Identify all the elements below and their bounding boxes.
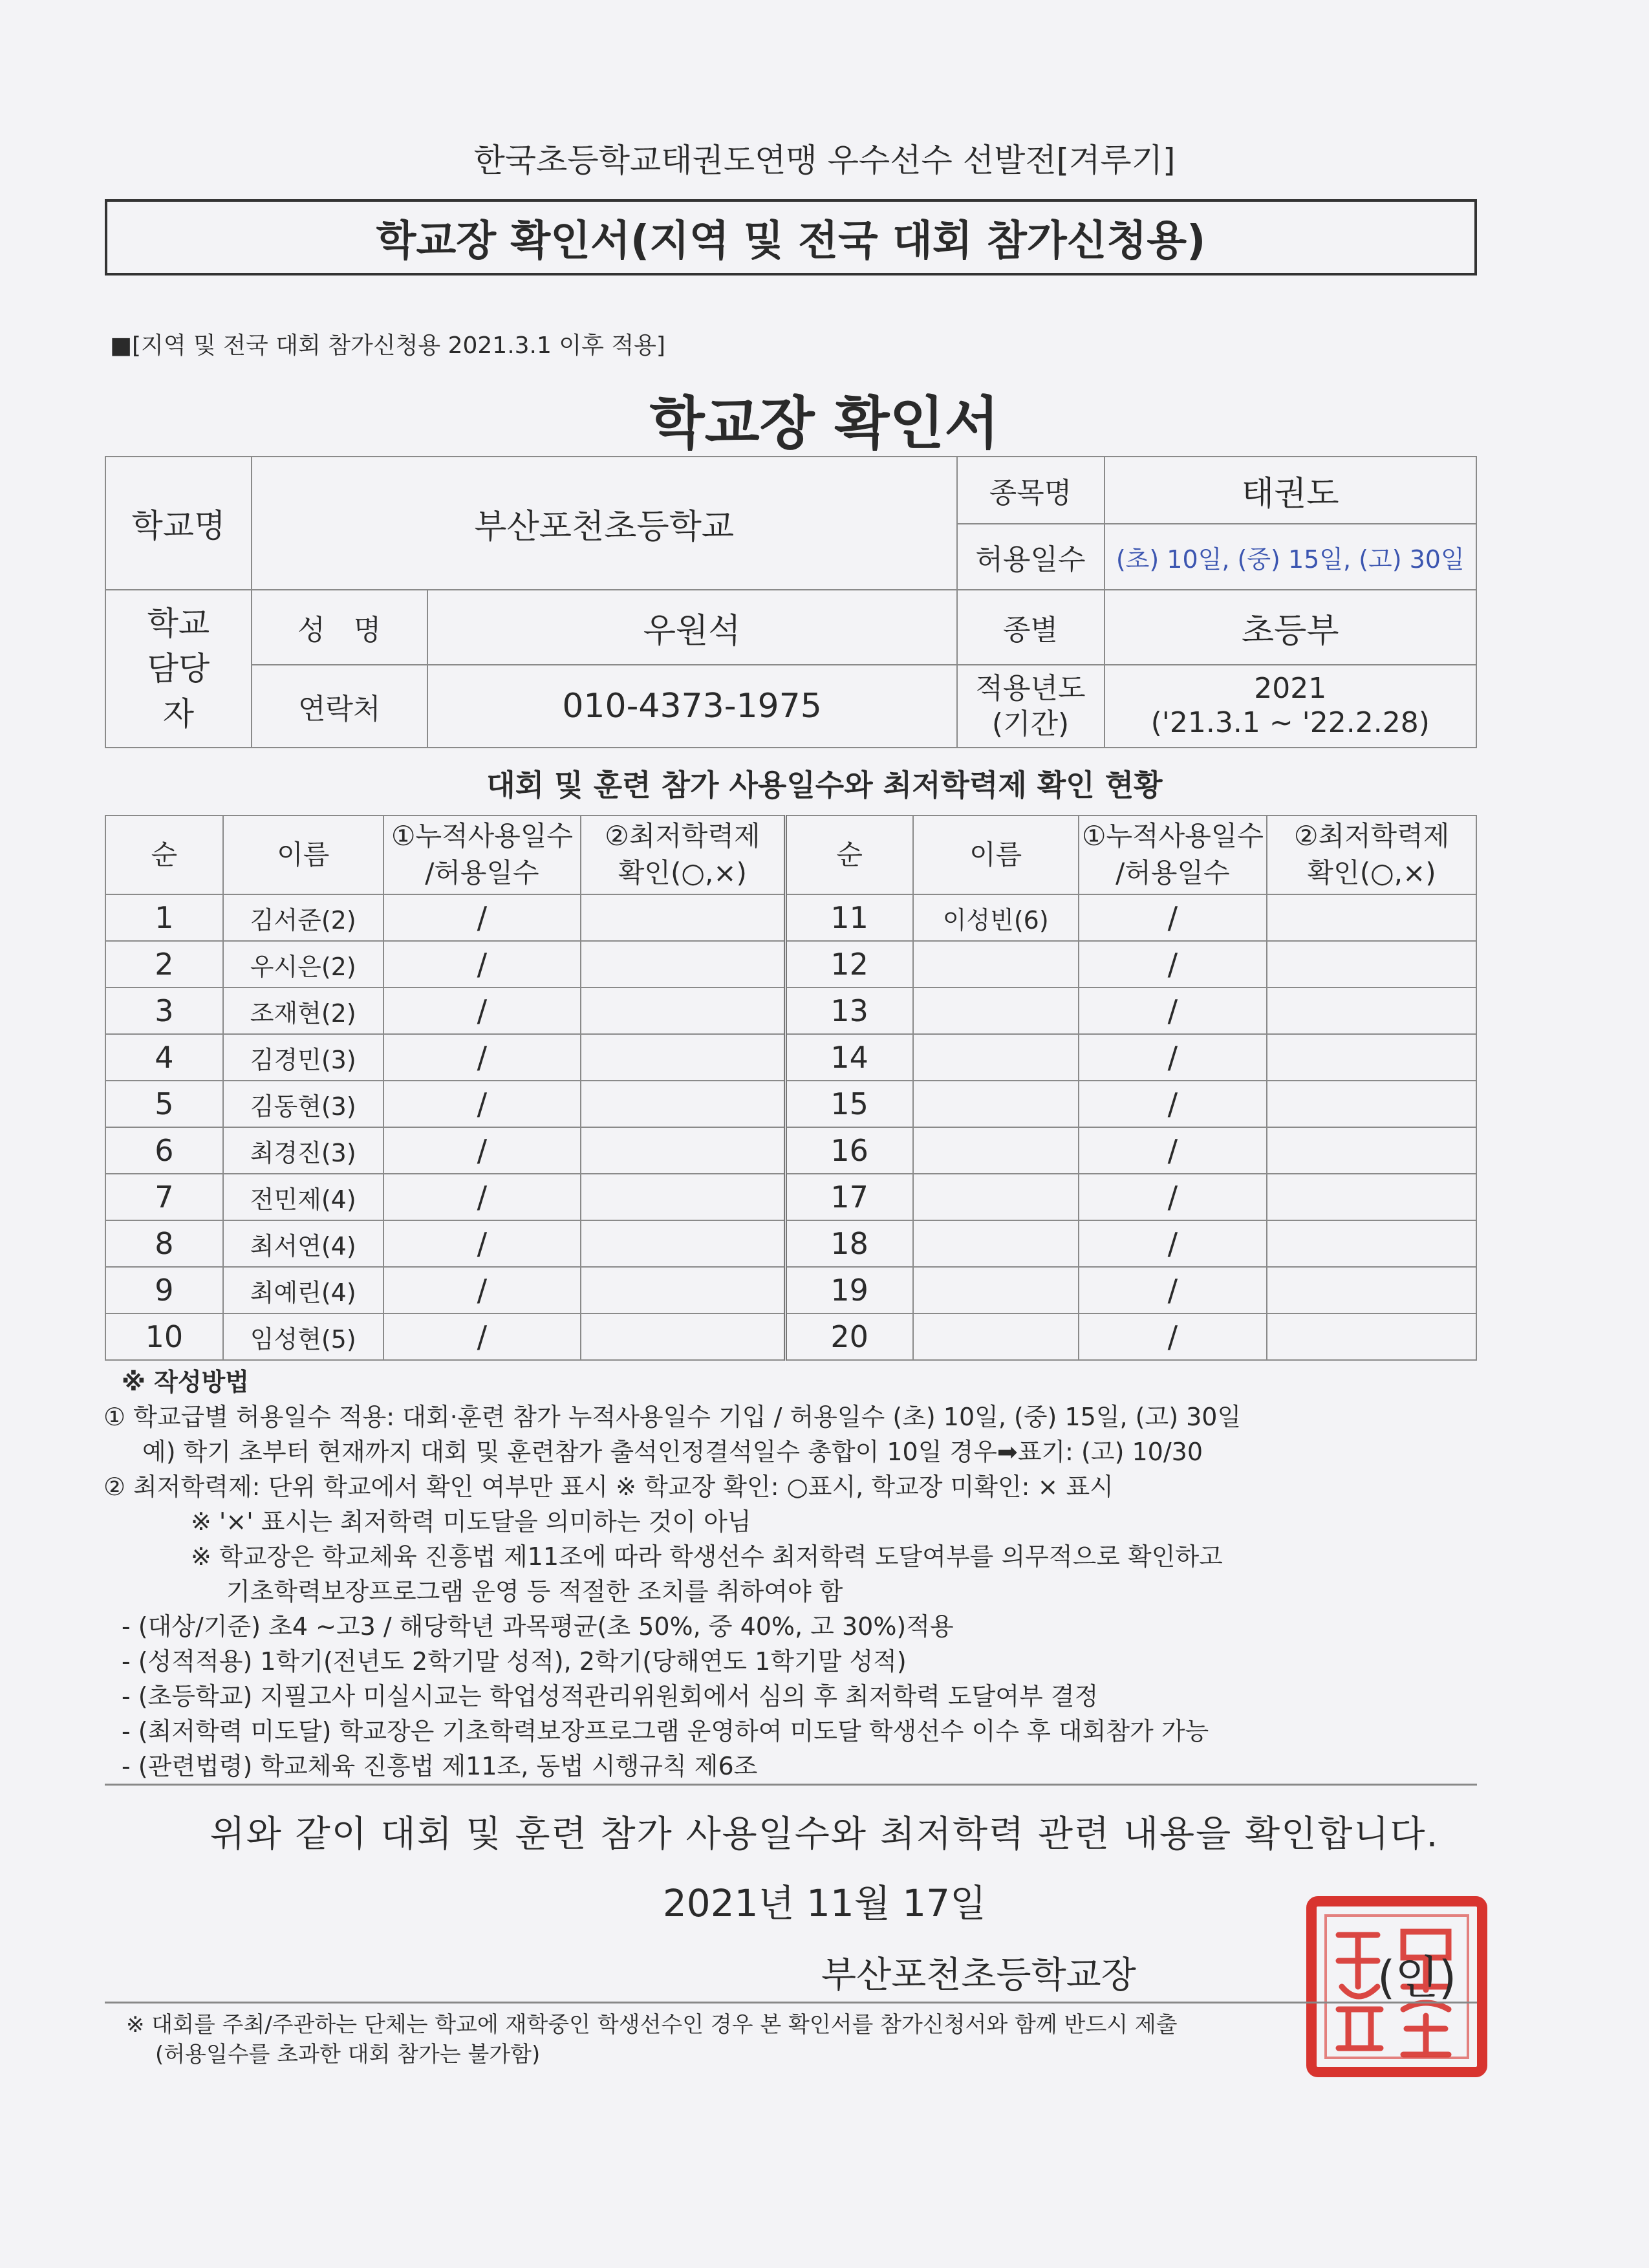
method-line-3: ② 최저학력제: 단위 학교에서 확인 여부만 표시 ※ 학교장 확인: ○표시, 학교장 미확인: × 표시 (103, 1473, 1114, 1501)
row-no: 1 (105, 894, 223, 941)
table-row (105, 1081, 1476, 1127)
row-days: / (1079, 1081, 1267, 1127)
table-row (105, 894, 1476, 941)
table-row (105, 1313, 1476, 1360)
header-check-right (1267, 815, 1476, 894)
phone-label: 연락처 (252, 665, 427, 748)
application-note: ■[지역 및 전국 대회 참가신청용 2021.3.1 이후 적용] (110, 332, 665, 359)
row-days: / (1079, 941, 1267, 988)
row-check (581, 1267, 785, 1313)
row-no: 5 (105, 1081, 223, 1127)
table-row (105, 1220, 1476, 1267)
row-check (1267, 1267, 1476, 1313)
boxed-title: 학교장 확인서(지역 및 전국 대회 참가신청용) (105, 199, 1477, 275)
method-line-7: - (대상/기준) 초4 ~고3 / 해당학년 과목평균(초 50%, 중 40%, 고 30%)적용 (122, 1612, 954, 1641)
writing-method (103, 1365, 1526, 1784)
row-days: / (383, 941, 581, 988)
footnote (126, 2010, 1478, 2069)
header-check-line1: ②최저학력제 (605, 820, 760, 852)
year-label-text: 적용년도 (기간) (975, 672, 1086, 740)
header-days-line2: /허용일수 (425, 857, 539, 889)
row-name (913, 1313, 1079, 1360)
allowed-days-value: (초) 10일, (중) 15일, (고) 30일 (1105, 524, 1476, 590)
header-days (383, 815, 581, 894)
header-no-right: 순 (785, 815, 913, 894)
year-value (1105, 665, 1476, 748)
row-no: 11 (785, 894, 913, 941)
row-name (913, 1127, 1079, 1174)
method-line-10: - (최저학력 미도달) 학교장은 기초학력보장프로그램 운영하여 미도달 학생선수 이수 후 대회참가 가능 (122, 1717, 1209, 1745)
table-row (105, 1127, 1476, 1174)
divider (105, 2002, 1477, 2003)
row-name: 이성빈(6) (913, 894, 1079, 941)
category-value: 초등부 (1105, 590, 1476, 665)
row-check (1267, 1034, 1476, 1081)
row-name (913, 1034, 1079, 1081)
row-days: / (1079, 1174, 1267, 1220)
row-days: / (1079, 1267, 1267, 1313)
row-name: 김경민(3) (223, 1034, 383, 1081)
row-no: 15 (785, 1081, 913, 1127)
row-name (913, 1267, 1079, 1313)
row-days: / (383, 1174, 581, 1220)
year-period-text: ('21.3.1 ~ '22.2.28) (1150, 706, 1430, 739)
header-no: 순 (105, 815, 223, 894)
method-line-4: ※ '×' 표시는 최저학력 미도달을 의미하는 것이 아님 (191, 1507, 751, 1536)
row-no: 20 (785, 1313, 913, 1360)
principal-signature: 부산포천초등학교장 (821, 1954, 1136, 1996)
seal-mark: (인) (1377, 1951, 1457, 2004)
row-check (1267, 988, 1476, 1034)
contact-person-label (105, 590, 252, 748)
row-check (1267, 1174, 1476, 1220)
category-label: 종별 (957, 590, 1105, 665)
method-line-1: ① 학교급별 허용일수 적용: 대회·훈련 참가 누적사용일수 기입 / 허용일수 (초) 10일, (중) 15일, (고) 30일 (103, 1403, 1242, 1431)
header-check (581, 815, 785, 894)
event-label: 종목명 (957, 457, 1105, 524)
contact-person-label-text: 학교 담당자 (147, 605, 210, 733)
row-check (581, 1127, 785, 1174)
row-check (1267, 1220, 1476, 1267)
row-check (581, 988, 785, 1034)
row-name (913, 1220, 1079, 1267)
row-days: / (383, 1081, 581, 1127)
table-row (105, 941, 1476, 988)
row-no: 3 (105, 988, 223, 1034)
row-no: 18 (785, 1220, 913, 1267)
school-name-label: 학교명 (105, 457, 252, 590)
header-check-line2: 확인(○,×) (618, 857, 747, 889)
row-check (1267, 1081, 1476, 1127)
main-title: 학교장 확인서 (649, 390, 1000, 457)
footnote-line-1: ※ 대회를 주최/주관하는 단체는 학교에 재학중인 학생선수인 경우 본 확인서를 참가신청서와 함께 반드시 제출 (126, 2012, 1178, 2038)
row-name: 최예린(4) (223, 1267, 383, 1313)
phone-value: 010-4373-1975 (427, 665, 957, 748)
row-no: 8 (105, 1220, 223, 1267)
row-days: / (383, 894, 581, 941)
name-value: 우원석 (427, 590, 957, 665)
method-line-6: 기초학력보장프로그램 운영 등 적절한 조치를 취하여야 함 (226, 1577, 843, 1606)
table-row (105, 988, 1476, 1034)
header-days-line1: ①누적사용일수 (391, 820, 573, 852)
row-check (581, 1220, 785, 1267)
issue-date: 2021년 11월 17일 (662, 1881, 987, 1925)
row-check (581, 1081, 785, 1127)
row-check (1267, 941, 1476, 988)
row-no: 16 (785, 1127, 913, 1174)
row-check (581, 941, 785, 988)
header-check-right-line2: 확인(○,×) (1307, 857, 1436, 889)
method-line-8: - (성적적용) 1학기(전년도 2학기말 성적), 2학기(당해연도 1학기말 성적) (122, 1647, 907, 1676)
name-label: 성 명 (252, 590, 427, 665)
row-days: / (1079, 1034, 1267, 1081)
header-name: 이름 (223, 815, 383, 894)
confirmation-statement: 위와 같이 대회 및 훈련 참가 사용일수와 최저학력 관련 내용을 확인합니다. (210, 1813, 1439, 1855)
row-check (581, 1174, 785, 1220)
row-days: / (383, 1313, 581, 1360)
row-name: 최경진(3) (223, 1127, 383, 1174)
row-no: 7 (105, 1174, 223, 1220)
year-value-text: 2021 (1254, 672, 1327, 706)
table-row (105, 1174, 1476, 1220)
method-heading: ※ 작성방법 (122, 1368, 250, 1396)
row-no: 9 (105, 1267, 223, 1313)
divider (105, 1784, 1477, 1786)
row-days: / (383, 1220, 581, 1267)
method-line-5: ※ 학교장은 학교체육 진흥법 제11조에 따라 학생선수 최저학력 도달여부를 의무적으로 확인하고 (191, 1542, 1223, 1571)
row-no: 13 (785, 988, 913, 1034)
row-days: / (1079, 1220, 1267, 1267)
row-days: / (383, 1034, 581, 1081)
header-check-right-line1: ②최저학력제 (1293, 820, 1450, 852)
row-name (913, 1081, 1079, 1127)
participants-table (105, 815, 1477, 1361)
row-check (1267, 1313, 1476, 1360)
row-no: 6 (105, 1127, 223, 1174)
row-days: / (1079, 894, 1267, 941)
row-days: / (1079, 1127, 1267, 1174)
year-label (957, 665, 1105, 748)
header-days-right-line1: ①누적사용일수 (1081, 820, 1264, 852)
row-check (581, 1313, 785, 1360)
allowed-days-label: 허용일수 (957, 524, 1105, 590)
row-name: 우시은(2) (223, 941, 383, 988)
school-name-value: 부산포천초등학교 (252, 457, 957, 590)
row-no: 14 (785, 1034, 913, 1081)
row-days: / (383, 988, 581, 1034)
row-name: 최서연(4) (223, 1220, 383, 1267)
document-supertitle: 한국초등학교태권도연맹 우수선수 선발전[겨루기] (473, 142, 1176, 179)
row-name: 임성현(5) (223, 1313, 383, 1360)
header-name-right: 이름 (913, 815, 1079, 894)
status-title: 대회 및 훈련 참가 사용일수와 최저학력제 확인 현황 (486, 768, 1163, 803)
row-check (581, 1034, 785, 1081)
table-row (105, 1267, 1476, 1313)
row-days: / (1079, 988, 1267, 1034)
row-name: 조재현(2) (223, 988, 383, 1034)
row-no: 12 (785, 941, 913, 988)
row-name (913, 988, 1079, 1034)
row-name: 김서준(2) (223, 894, 383, 941)
row-check (581, 894, 785, 941)
event-value: 태권도 (1105, 457, 1476, 524)
row-no: 17 (785, 1174, 913, 1220)
footnote-line-2: (허용일수를 초과한 대회 참가는 불가함) (155, 2042, 541, 2068)
row-days: / (383, 1267, 581, 1313)
method-line-11: - (관련법령) 학교체육 진흥법 제11조, 동법 시행규칙 제6조 (122, 1752, 758, 1780)
row-days: / (1079, 1313, 1267, 1360)
table-row (105, 1034, 1476, 1081)
row-days: / (383, 1127, 581, 1174)
row-name: 전민제(4) (223, 1174, 383, 1220)
row-check (1267, 894, 1476, 941)
method-line-9: - (초등학교) 지필고사 미실시교는 학업성적관리위원회에서 심의 후 최저학력 도달여부 결정 (122, 1682, 1099, 1711)
header-days-right (1079, 815, 1267, 894)
row-name (913, 941, 1079, 988)
info-table (105, 456, 1477, 748)
row-no: 2 (105, 941, 223, 988)
row-name: 김동현(3) (223, 1081, 383, 1127)
row-no: 4 (105, 1034, 223, 1081)
header-days-right-line2: /허용일수 (1116, 857, 1230, 889)
row-check (1267, 1127, 1476, 1174)
row-no: 10 (105, 1313, 223, 1360)
method-line-2: 예) 학기 초부터 현재까지 대회 및 훈련참가 출석인정결석일수 총합이 10일 경우➡표기: (고) 10/30 (142, 1438, 1203, 1466)
row-no: 19 (785, 1267, 913, 1313)
row-name (913, 1174, 1079, 1220)
